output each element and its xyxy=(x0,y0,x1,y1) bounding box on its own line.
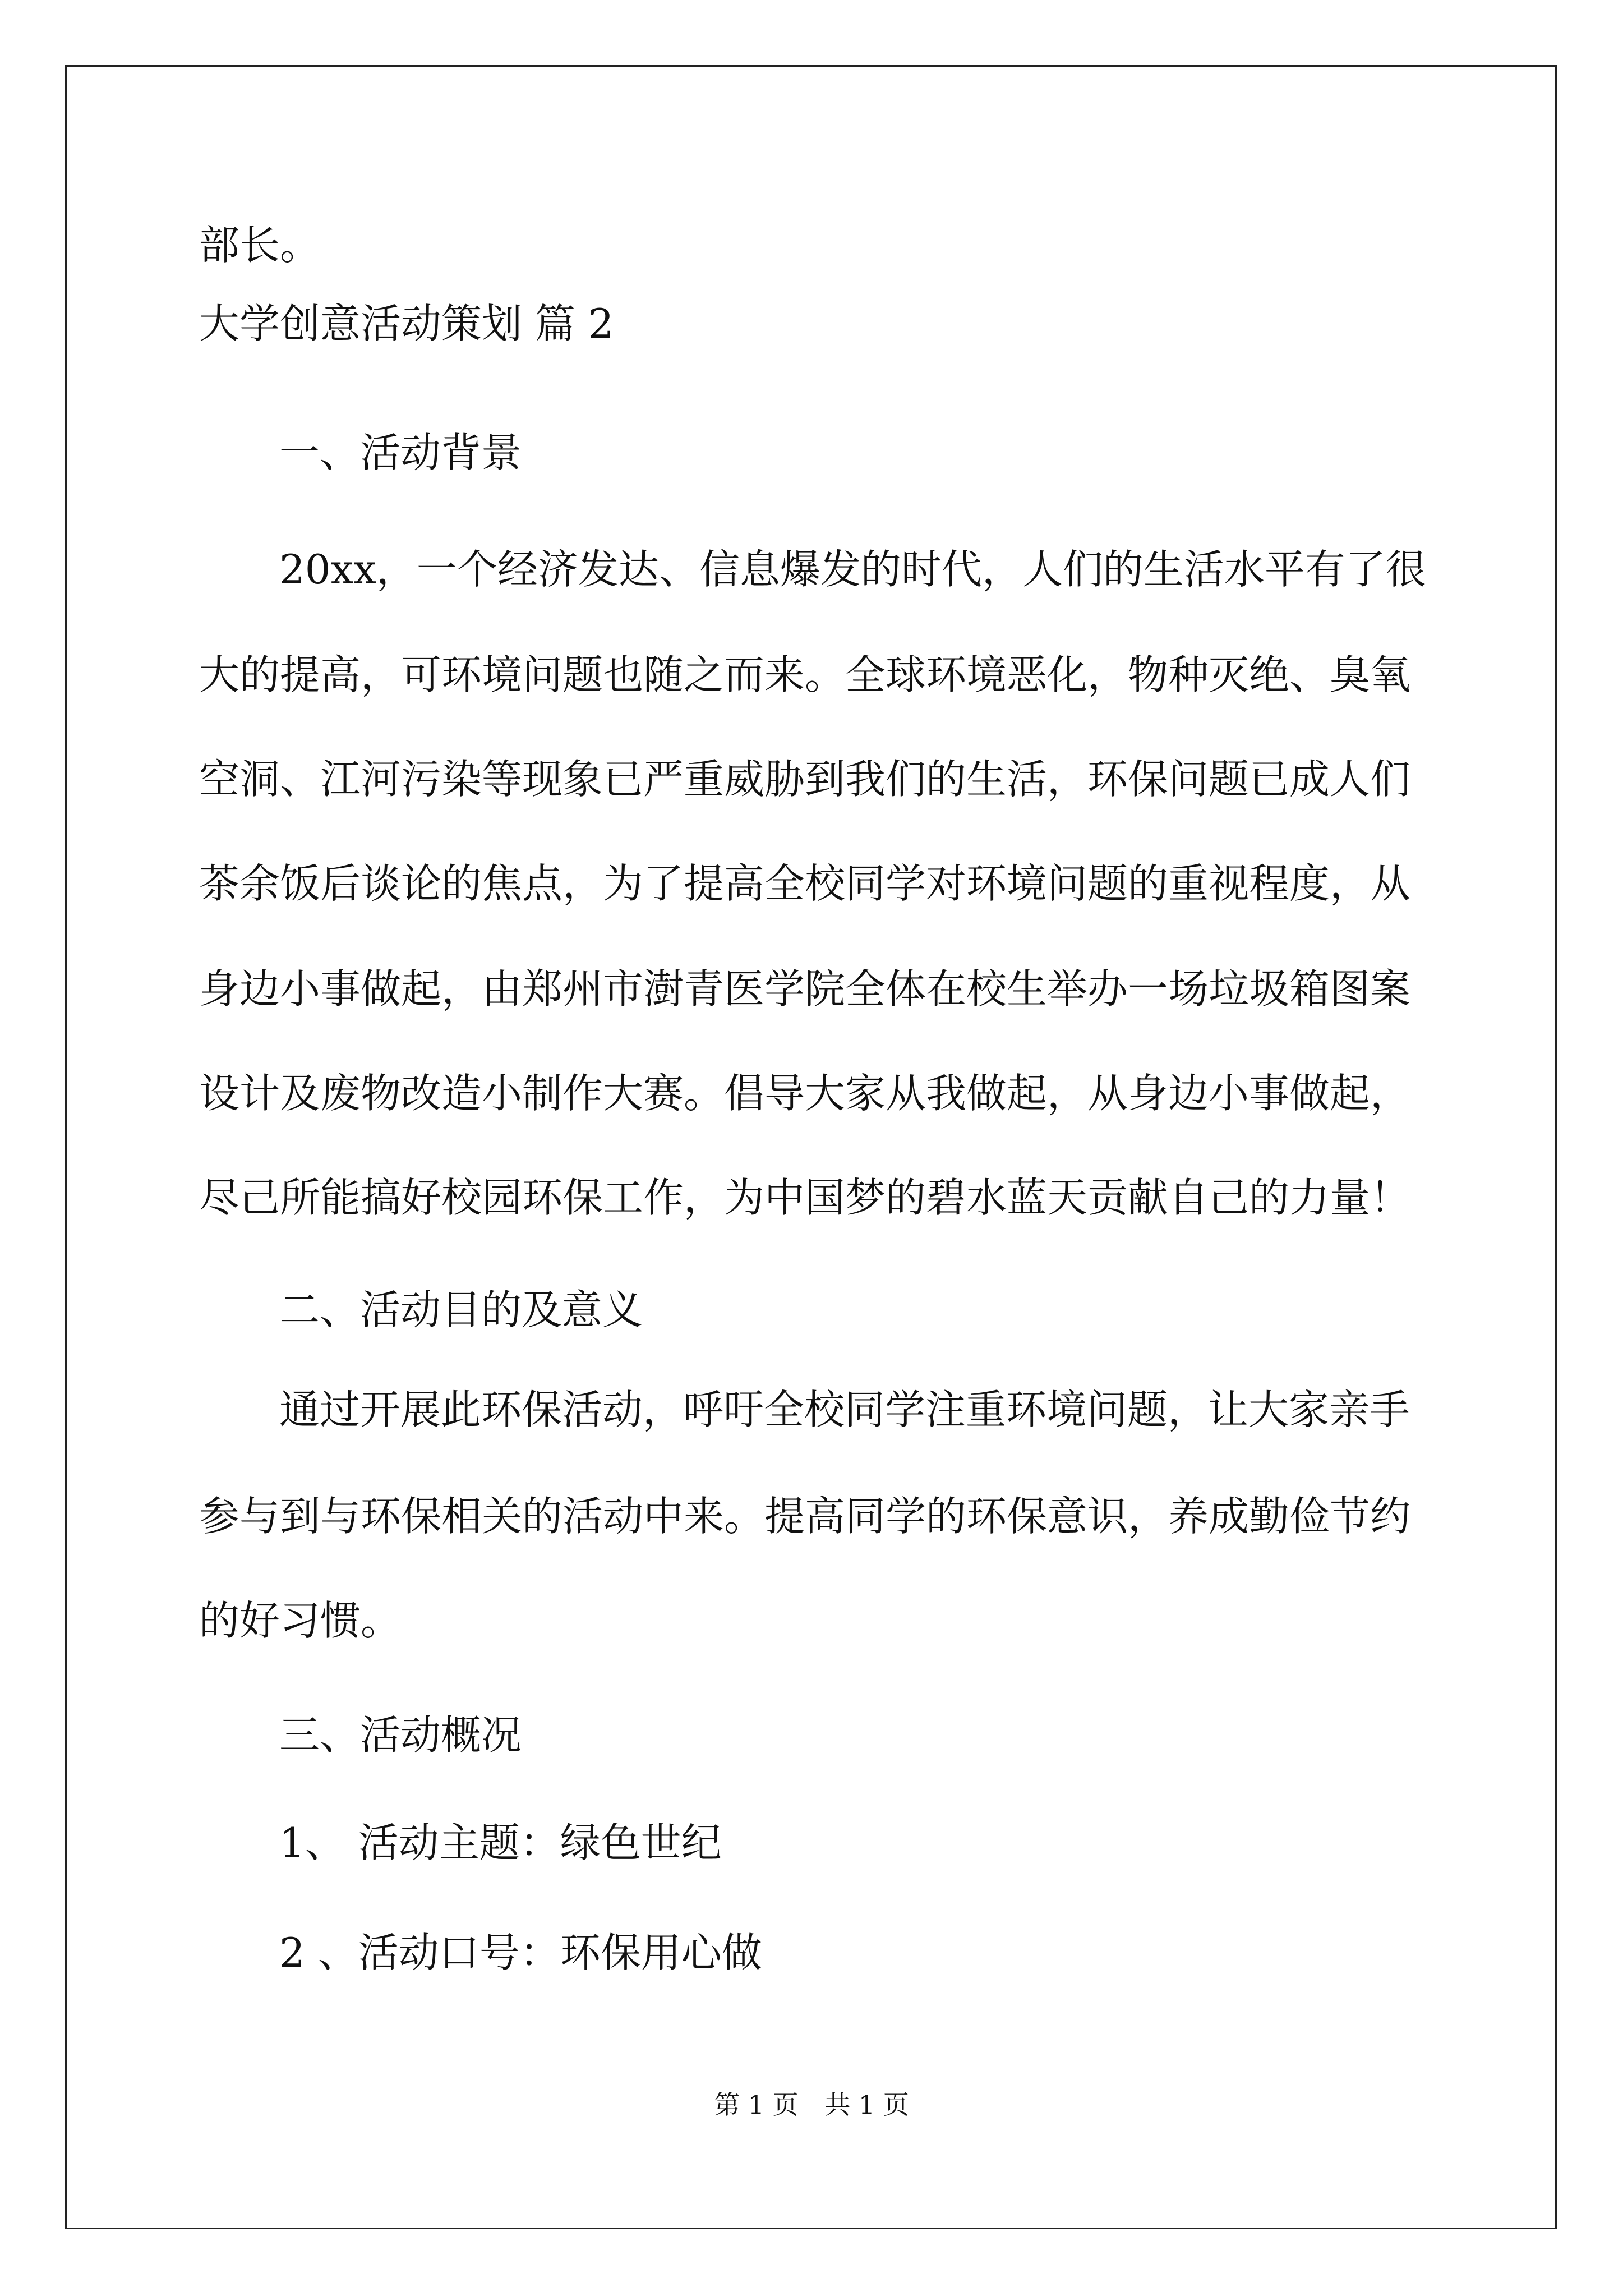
paragraph-line: 20xx，一个经济发达、信息爆发的时代，人们的生活水平有了很 xyxy=(279,546,1426,593)
paragraph-line: 的好习惯。 xyxy=(199,1597,402,1644)
paragraph-line: 通过开展此环保活动，呼吁全校同学注重环境问题，让大家亲手 xyxy=(279,1386,1410,1433)
list-item: 2 、活动口号：环保用心做 xyxy=(279,1929,762,1976)
page-number-current: 第 1 页 xyxy=(714,2090,799,2120)
paragraph-line: 尽己所能搞好校园环保工作，为中国梦的碧水蓝天贡献自己的力量！ xyxy=(199,1174,1411,1221)
list-item: 1、 活动主题：绿色世纪 xyxy=(279,1819,722,1866)
paragraph-line: 茶余饭后谈论的焦点，为了提高全校同学对环境问题的重视程度，从 xyxy=(199,860,1411,907)
section-title: 大学创意活动策划 篇 2 xyxy=(199,300,614,347)
paragraph-line: 空洞、江河污染等现象已严重威胁到我们的生活，环保问题已成人们 xyxy=(199,756,1411,803)
heading-purpose: 二、活动目的及意义 xyxy=(279,1286,643,1333)
text-line: 部长。 xyxy=(199,222,321,269)
paragraph-line: 身边小事做起，由郑州市澍青医学院全体在校生举办一场垃圾箱图案 xyxy=(199,965,1411,1013)
paragraph-line: 参与到与环保相关的活动中来。提高同学的环保意识，养成勤俭节约 xyxy=(199,1493,1411,1540)
page-border xyxy=(65,65,1557,2229)
page-number-total: 共 1 页 xyxy=(824,2090,909,2120)
page-footer xyxy=(0,2088,1623,2122)
heading-background: 一、活动背景 xyxy=(279,429,522,476)
paragraph-line: 大的提高，可环境问题也随之而来。全球环境恶化，物种灭绝、臭氧 xyxy=(199,651,1411,698)
paragraph-line: 设计及废物改造小制作大赛。倡导大家从我做起，从身边小事做起， xyxy=(199,1070,1411,1117)
heading-overview: 三、活动概况 xyxy=(279,1711,522,1759)
